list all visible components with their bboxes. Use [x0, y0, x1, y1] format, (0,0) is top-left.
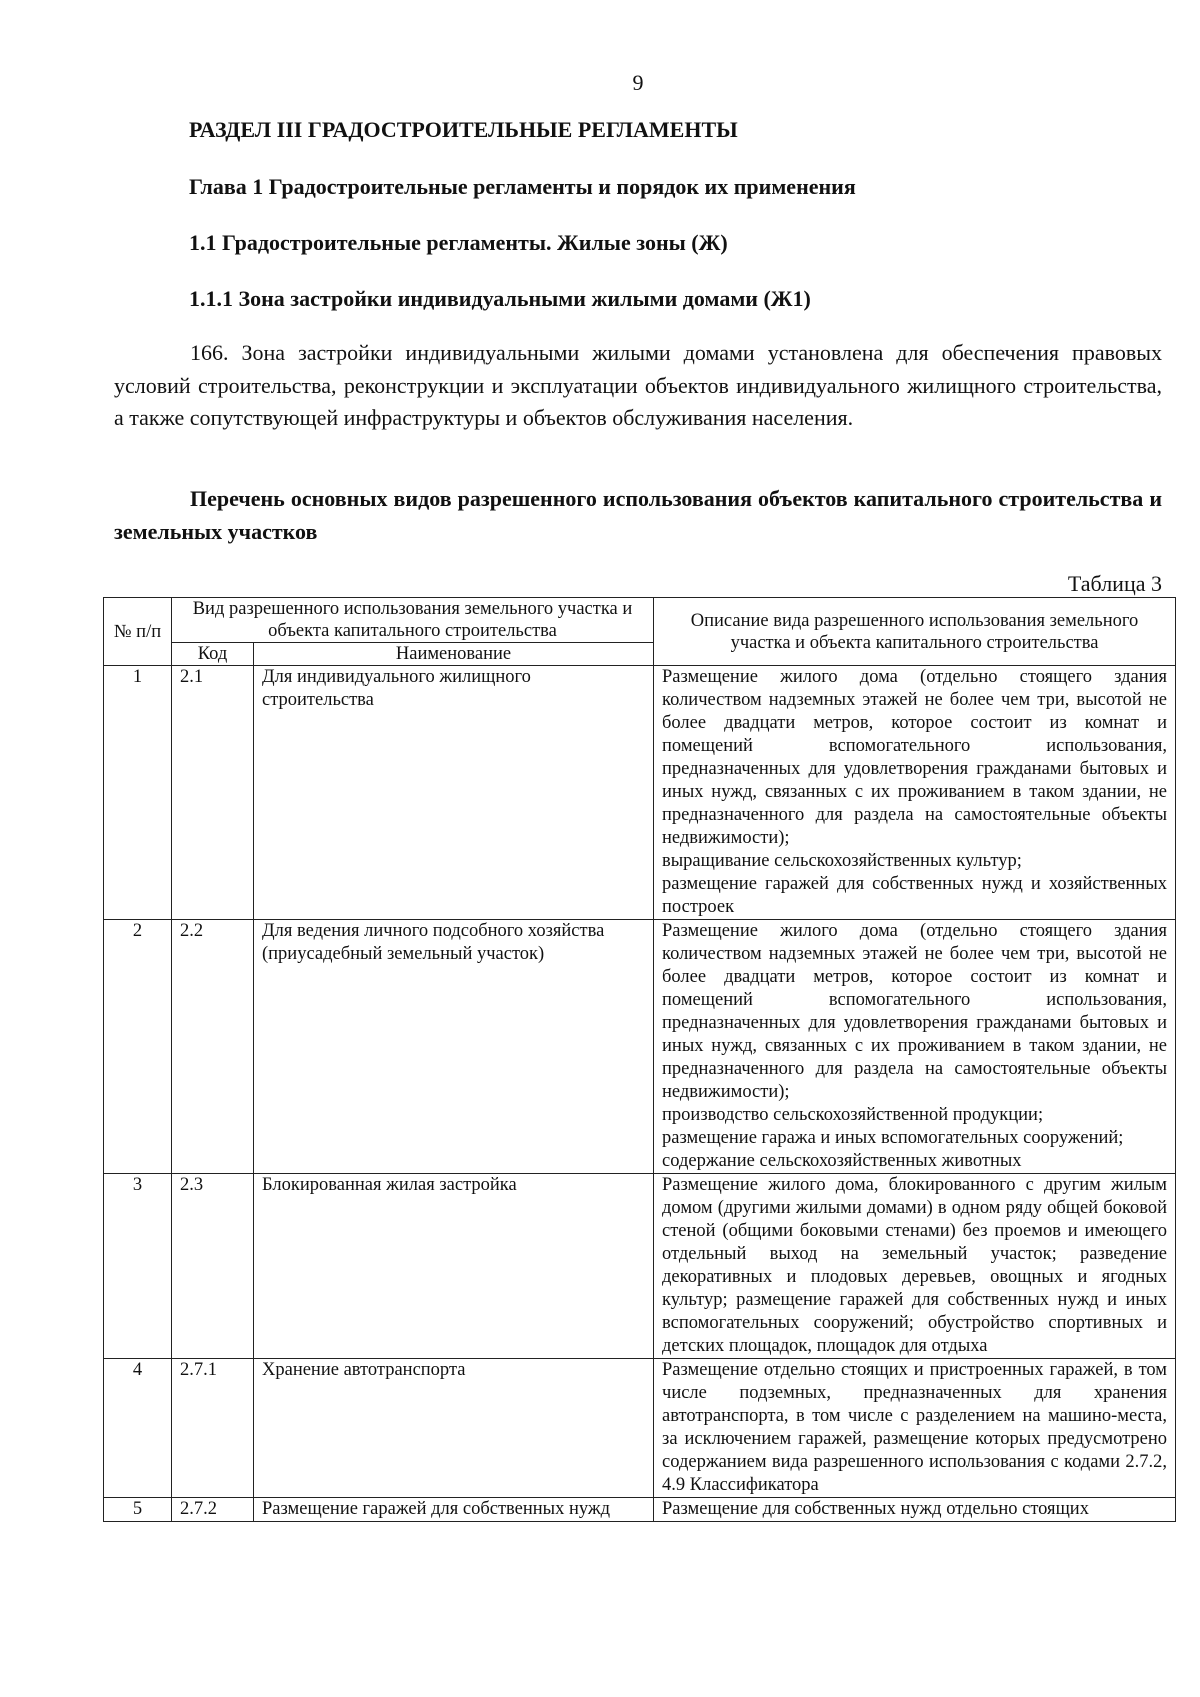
- row-code: 2.3: [172, 1174, 254, 1359]
- row-description: [654, 920, 1176, 1174]
- row-num: 1: [104, 666, 172, 920]
- description-line: выращивание сельскохозяйственных культур;: [662, 851, 1022, 871]
- row-num: 4: [104, 1359, 172, 1498]
- table-header-row: [104, 598, 1176, 643]
- table-row: [104, 666, 1176, 920]
- header-name: Наименование: [254, 643, 654, 666]
- table-row: [104, 920, 1176, 1174]
- list-title: Перечень основных видов разрешенного использования объектов капитального строительства и земельных участков: [114, 486, 1162, 544]
- section-title: РАЗДЕЛ III ГРАДОСТРОИТЕЛЬНЫЕ РЕГЛАМЕНТЫ: [189, 117, 738, 142]
- row-code: 2.2: [172, 920, 254, 1174]
- description-line: размещение гаражей для собственных нужд и хозяйственных построек: [662, 874, 1168, 917]
- row-code: 2.7.2: [172, 1498, 254, 1522]
- row-code: 2.7.1: [172, 1359, 254, 1498]
- description-line: Размещение жилого дома (отдельно стоящего здания количеством надземных этажей не более чем три, высотой не более двадцати метров, которое состоит из комнат и помещений вспомогательного использования, предназначенных для удовлетворения гражданами бытовых и иных нужд, связанных с их проживанием в таком здании, не предназначенного для раздела на самостоятельные объекты недвижимости);: [662, 921, 1168, 1102]
- header-code: Код: [172, 643, 254, 666]
- row-code: 2.1: [172, 666, 254, 920]
- description-line: Размещение жилого дома, блокированного с другим жилым домом (другими жилыми домами) в одном ряду общей боковой стеной (общими боковыми стенами) без проемов и имеющего отдельный выход на земельный участок; разведение декоративных и плодовых деревьев, овощных и ягодных культур; размещение гаражей для собственных нужд и иных вспомогательных сооружений; обустройство спортивных и детских площадок, площадок для отдыха: [662, 1175, 1168, 1356]
- subsection-title: 1.1 Градостроительные регламенты. Жилые зоны (Ж): [189, 230, 728, 255]
- description-line: Размещение для собственных нужд отдельно стоящих: [662, 1499, 1089, 1519]
- header-num: № п/п: [104, 598, 172, 666]
- row-num: 3: [104, 1174, 172, 1359]
- header-group: Вид разрешенного использования земельного участка и объекта капитального строительства: [172, 598, 654, 643]
- row-description: [654, 1174, 1176, 1359]
- zone-title: 1.1.1 Зона застройки индивидуальными жилыми домами (Ж1): [189, 286, 811, 311]
- table-row: [104, 1498, 1176, 1522]
- paragraph-166: 166. Зона застройки индивидуальными жилыми домами установлена для обеспечения правовых условий строительства, реконструкции и эксплуатации объектов индивидуального жилищного строительства, а также сопутствующей инфраструктуры и объектов обслуживания населения.: [114, 340, 1162, 430]
- description-line: размещение гаража и иных вспомогательных сооружений;: [662, 1128, 1124, 1148]
- row-name: Размещение гаражей для собственных нужд: [254, 1498, 654, 1522]
- row-name: Хранение автотранспорта: [254, 1359, 654, 1498]
- row-num: 2: [104, 920, 172, 1174]
- page-number: 9: [632, 70, 644, 95]
- description-line: Размещение жилого дома (отдельно стоящего здания количеством надземных этажей не более чем три, высотой не более двадцати метров, которое состоит из комнат и помещений вспомогательного использования, предназначенных для удовлетворения гражданами бытовых и иных нужд, связанных с их проживанием в таком здании, не предназначенного для раздела на самостоятельные объекты недвижимости);: [662, 667, 1168, 848]
- description-line: Размещение отдельно стоящих и пристроенных гаражей, в том числе подземных, предназначенных для хранения автотранспорта, в том числе с разделением на машино-места, за исключением гаражей, размещение которых предусмотрено содержанием вида разрешенного использования с кодами 2.7.2, 4.9 Классификатора: [662, 1360, 1168, 1495]
- regulations-table: [103, 597, 1176, 1522]
- row-name: Блокированная жилая застройка: [254, 1174, 654, 1359]
- row-description: [654, 666, 1176, 920]
- row-name: Для индивидуального жилищного строительства: [254, 666, 654, 920]
- row-description: [654, 1359, 1176, 1498]
- description-line: производство сельскохозяйственной продукции;: [662, 1105, 1044, 1125]
- header-description: Описание вида разрешенного использования земельного участка и объекта капитального строительства: [654, 598, 1176, 666]
- chapter-title: Глава 1 Градостроительные регламенты и порядок их применения: [189, 174, 856, 199]
- table-caption: Таблица 3: [1067, 571, 1162, 596]
- row-name: Для ведения личного подсобного хозяйства (приусадебный земельный участок): [254, 920, 654, 1174]
- description-line: содержание сельскохозяйственных животных: [662, 1151, 1022, 1171]
- row-description: [654, 1498, 1176, 1522]
- row-num: 5: [104, 1498, 172, 1522]
- table-row: [104, 1174, 1176, 1359]
- table-row: [104, 1359, 1176, 1498]
